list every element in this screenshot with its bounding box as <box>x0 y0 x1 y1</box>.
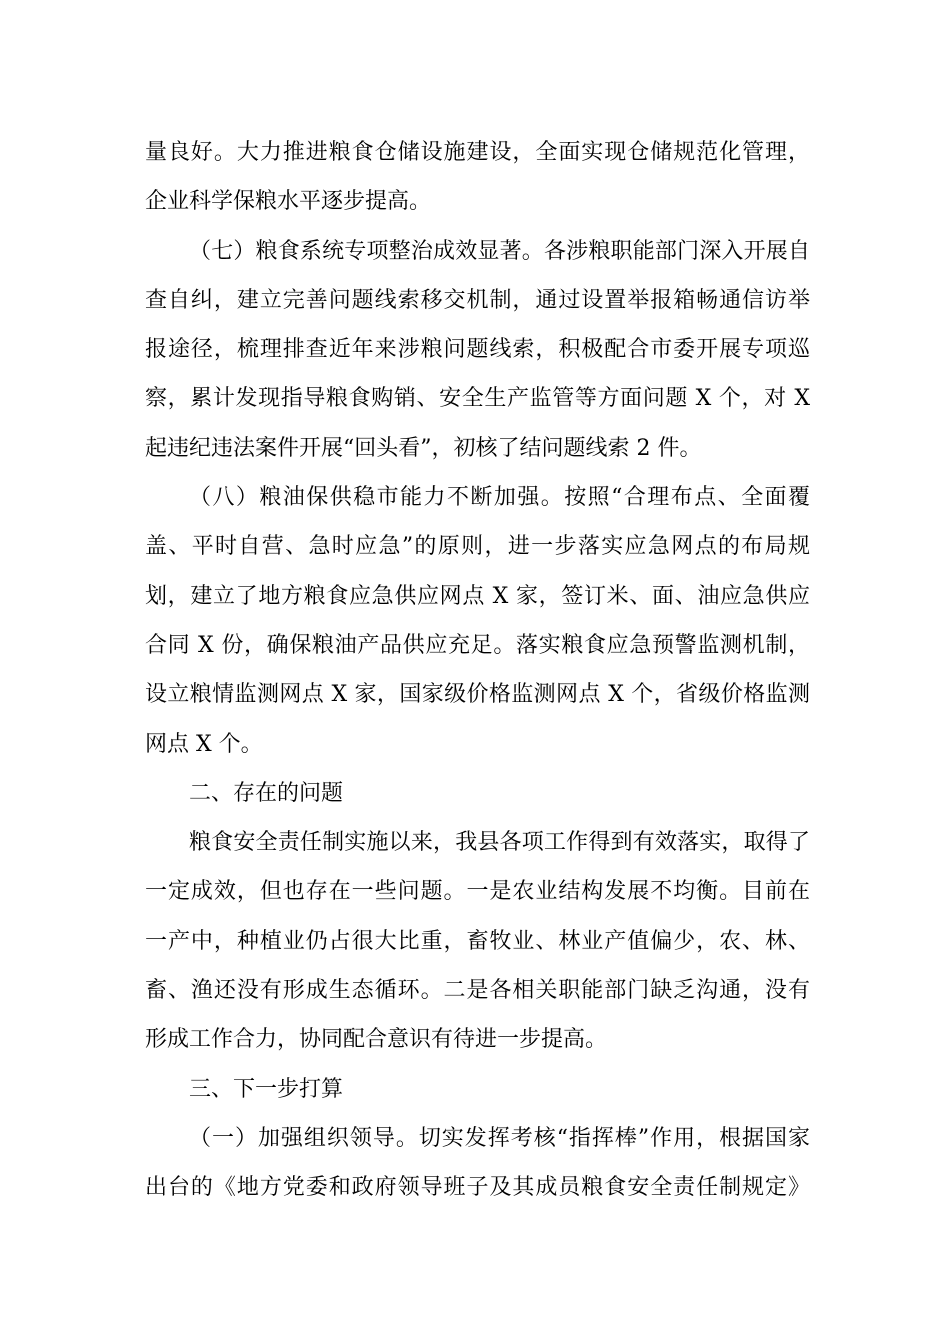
text-line: 报途径，梳理排查近年来涉粮问题线索，积极配合市委开展专项巡 <box>145 337 810 363</box>
text-line: 网点 X 个。 <box>145 731 263 757</box>
document-body <box>145 128 810 1213</box>
text-line: 设立粮情监测网点 X 家，国家级价格监测网点 X 个，省级价格监测 <box>145 682 810 708</box>
text-line: 起违纪违法案件开展“回头看”，初核了结问题线索 2 件。 <box>145 435 702 461</box>
text-line: 查自纠，建立完善问题线索移交机制，通过设置举报箱畅通信访举 <box>145 287 810 313</box>
text-line: 企业科学保粮水平逐步提高。 <box>145 189 432 215</box>
paragraph-heading-8: （八）粮油保供稳市能力不断加强。按照“合理布点、全面覆 <box>189 485 810 511</box>
section-heading-problems: 二、存在的问题 <box>189 780 344 806</box>
text-line: 划，建立了地方粮食应急供应网点 X 家，签订米、面、油应急供应 <box>145 583 810 609</box>
text-line: 畜、渔还没有形成生态循环。二是各相关职能部门缺乏沟通，没有 <box>145 978 810 1004</box>
text-line: 盖、平时自营、急时应急”的原则，进一步落实应急网点的布局规 <box>145 534 810 560</box>
text-line: 粮食安全责任制实施以来，我县各项工作得到有效落实，取得了 <box>189 830 810 856</box>
text-line: 合同 X 份，确保粮油产品供应充足。落实粮食应急预警监测机制， <box>145 632 810 658</box>
text-line: 形成工作合力，协同配合意识有待进一步提高。 <box>145 1027 608 1053</box>
text-line: 一定成效，但也存在一些问题。一是农业结构发展不均衡。目前在 <box>145 879 810 905</box>
section-heading-next-steps: 三、下一步打算 <box>189 1076 344 1102</box>
text-line: 一产中，种植业仍占很大比重，畜牧业、林业产值偏少，农、林、 <box>145 928 810 954</box>
text-line: 量良好。大力推进粮食仓储设施建设，全面实现仓储规范化管理， <box>145 140 810 165</box>
paragraph-heading-7: （七）粮食系统专项整治成效显著。各涉粮职能部门深入开展自 <box>189 238 810 264</box>
paragraph-heading-1: （一）加强组织领导。切实发挥考核“指挥棒”作用，根据国家 <box>189 1125 810 1151</box>
text-line: 出台的《地方党委和政府领导班子及其成员粮食安全责任制规定》 <box>145 1175 810 1201</box>
text-line: 察，累计发现指导粮食购销、安全生产监管等方面问题 X 个，对 X <box>145 386 810 412</box>
